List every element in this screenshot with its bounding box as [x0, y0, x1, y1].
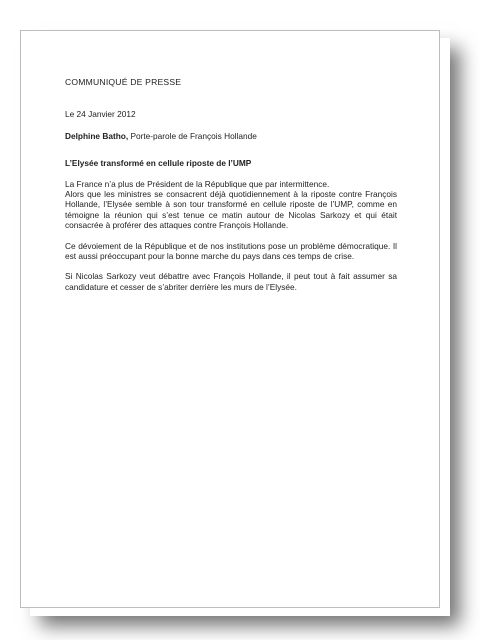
paragraph-3: Si Nicolas Sarkozy veut débattre avec François Hollande, il peut tout à fait assumer sa candidature et cesser de s’abriter derrière les murs de l’Elysée.	[65, 271, 397, 292]
spokesperson-name: Delphine Batho,	[65, 130, 129, 141]
date-line: Le 24 Janvier 2012	[65, 109, 136, 120]
press-release-header: COMMUNIQUÉ DE PRESSE	[65, 77, 182, 87]
document-page	[20, 30, 440, 608]
document-title: L’Elysée transformé en cellule riposte de l’UMP	[65, 158, 252, 169]
paragraph-1	[65, 179, 397, 231]
paragraph-1-line-1: La France n’a plus de Président de la République que par intermittence.	[65, 178, 330, 189]
spokesperson-role: Porte-parole de François Hollande	[128, 130, 257, 141]
spokesperson-line	[65, 131, 397, 141]
paragraph-1-line-2: Alors que les ministres se consacrent déjà quotidiennement à la riposte contre François Hollande, l’Elysée semble à son tour transformé en cellule riposte de l’UMP, comme en témoigne la réunion qui s’est tenue ce matin autour de Nicolas Sarkozy et qui était consacrée à proférer des attaques contre François Hollande.	[65, 189, 397, 231]
document-body	[65, 77, 397, 292]
paragraph-2: Ce dévoiement de la République et de nos institutions pose un problème démocratique. Il est aussi préoccupant pour la bonne marche du pays dans ces temps de crise.	[65, 240, 397, 262]
